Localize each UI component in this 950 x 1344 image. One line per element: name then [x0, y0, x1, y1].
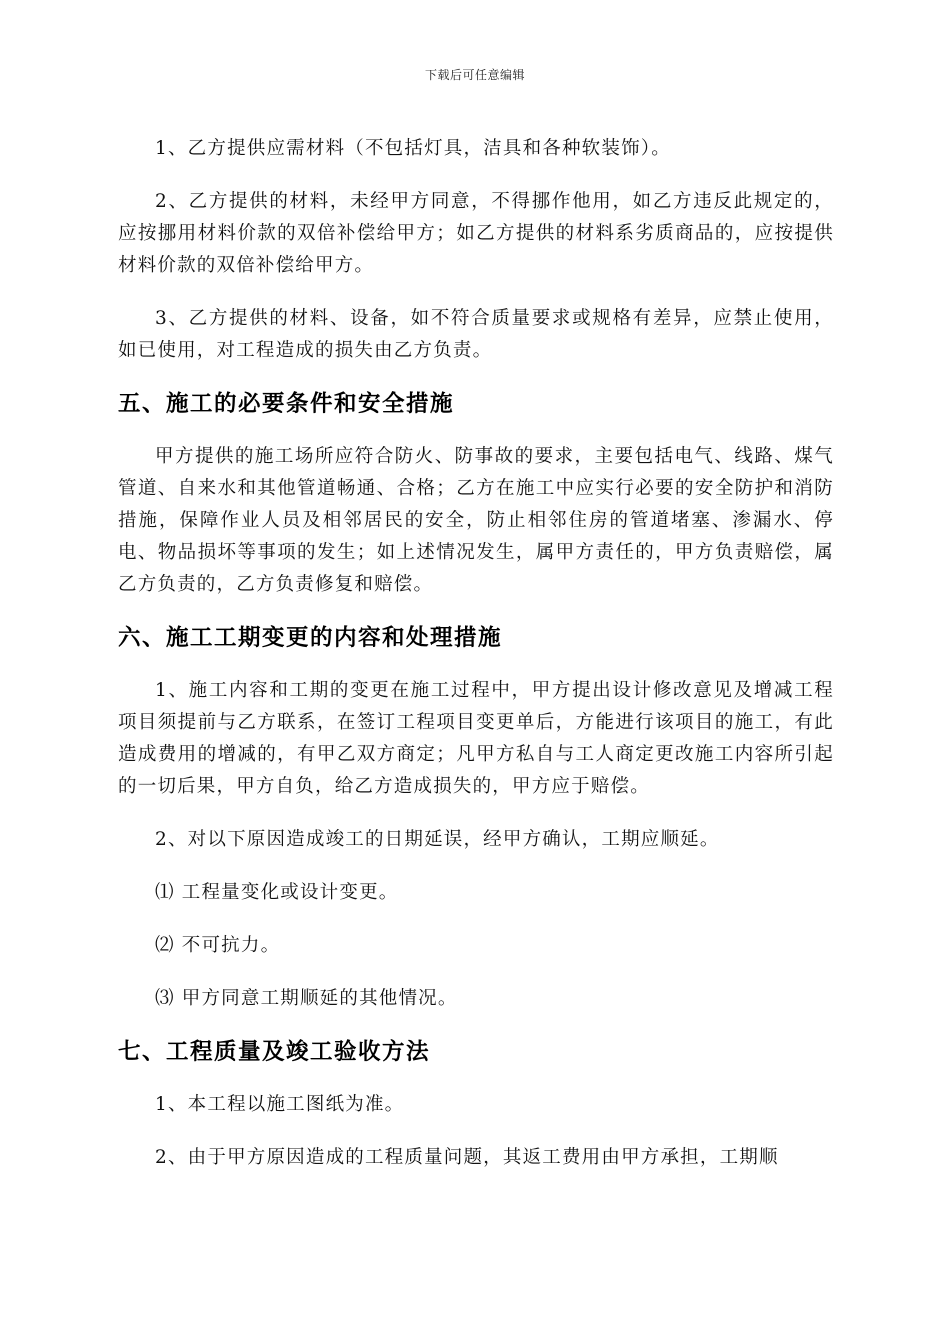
paragraph-material-2: 2、乙方提供的材料，未经甲方同意，不得挪作他用，如乙方违反此规定的，应按挪用材料价款的双倍补偿给甲方；如乙方提供的材料系劣质商品的，应按提供材料价款的双倍补偿给甲方。 [118, 191, 834, 276]
paragraph-safety: 甲方提供的施工场所应符合防火、防事故的要求，主要包括电气、线路、煤气管道、自来水和其他管道畅通、合格；乙方在施工中应实行必要的安全防护和消防措施，保障作业人员及相邻居民的安全，防止相邻住房的管道堵塞、渗漏水、停电、物品损坏等事项的发生；如上述情况发生，属甲方责任的，甲方负责赔偿，属乙方负责的，乙方负责修复和赔偿。 [118, 446, 834, 595]
list-item-1: ⑴ 工程量变化或设计变更。 [155, 882, 399, 903]
section-heading-5: 五、施工的必要条件和安全措施 [118, 391, 455, 417]
list-item-2: ⑵ 不可抗力。 [155, 935, 281, 956]
document-body [118, 133, 834, 1195]
list-item-3: ⑶ 甲方同意工期顺延的其他情况。 [155, 988, 458, 1009]
section-heading-7: 七、工程质量及竣工验收方法 [118, 1039, 431, 1065]
paragraph-schedule-1: 1、施工内容和工期的变更在施工过程中，甲方提出设计修改意见及增减工程项目须提前与乙方联系，在签订工程项目变更单后，方能进行该项目的施工，有此造成费用的增减的，有甲乙双方商定；凡甲方私自与工人商定更改施工内容所引起的一切后果，甲方自负，给乙方造成损失的，甲方应于赔偿。 [118, 680, 834, 797]
section-heading-6: 六、施工工期变更的内容和处理措施 [118, 625, 503, 651]
header-note: 下载后可任意编辑 [424, 68, 525, 82]
paragraph-material-3: 3、乙方提供的材料、设备，如不符合质量要求或规格有差异，应禁止使用，如已使用，对工程造成的损失由乙方负责。 [118, 308, 834, 361]
paragraph-quality-2: 2、由于甲方原因造成的工程质量问题，其返工费用由甲方承担，工期顺 [155, 1147, 779, 1168]
paragraph-material-1: 1、乙方提供应需材料（不包括灯具，洁具和各种软装饰）。 [155, 138, 671, 159]
paragraph-schedule-2: 2、对以下原因造成竣工的日期延误，经甲方确认，工期应顺延。 [155, 829, 720, 850]
paragraph-quality-1: 1、本工程以施工图纸为准。 [155, 1094, 405, 1115]
